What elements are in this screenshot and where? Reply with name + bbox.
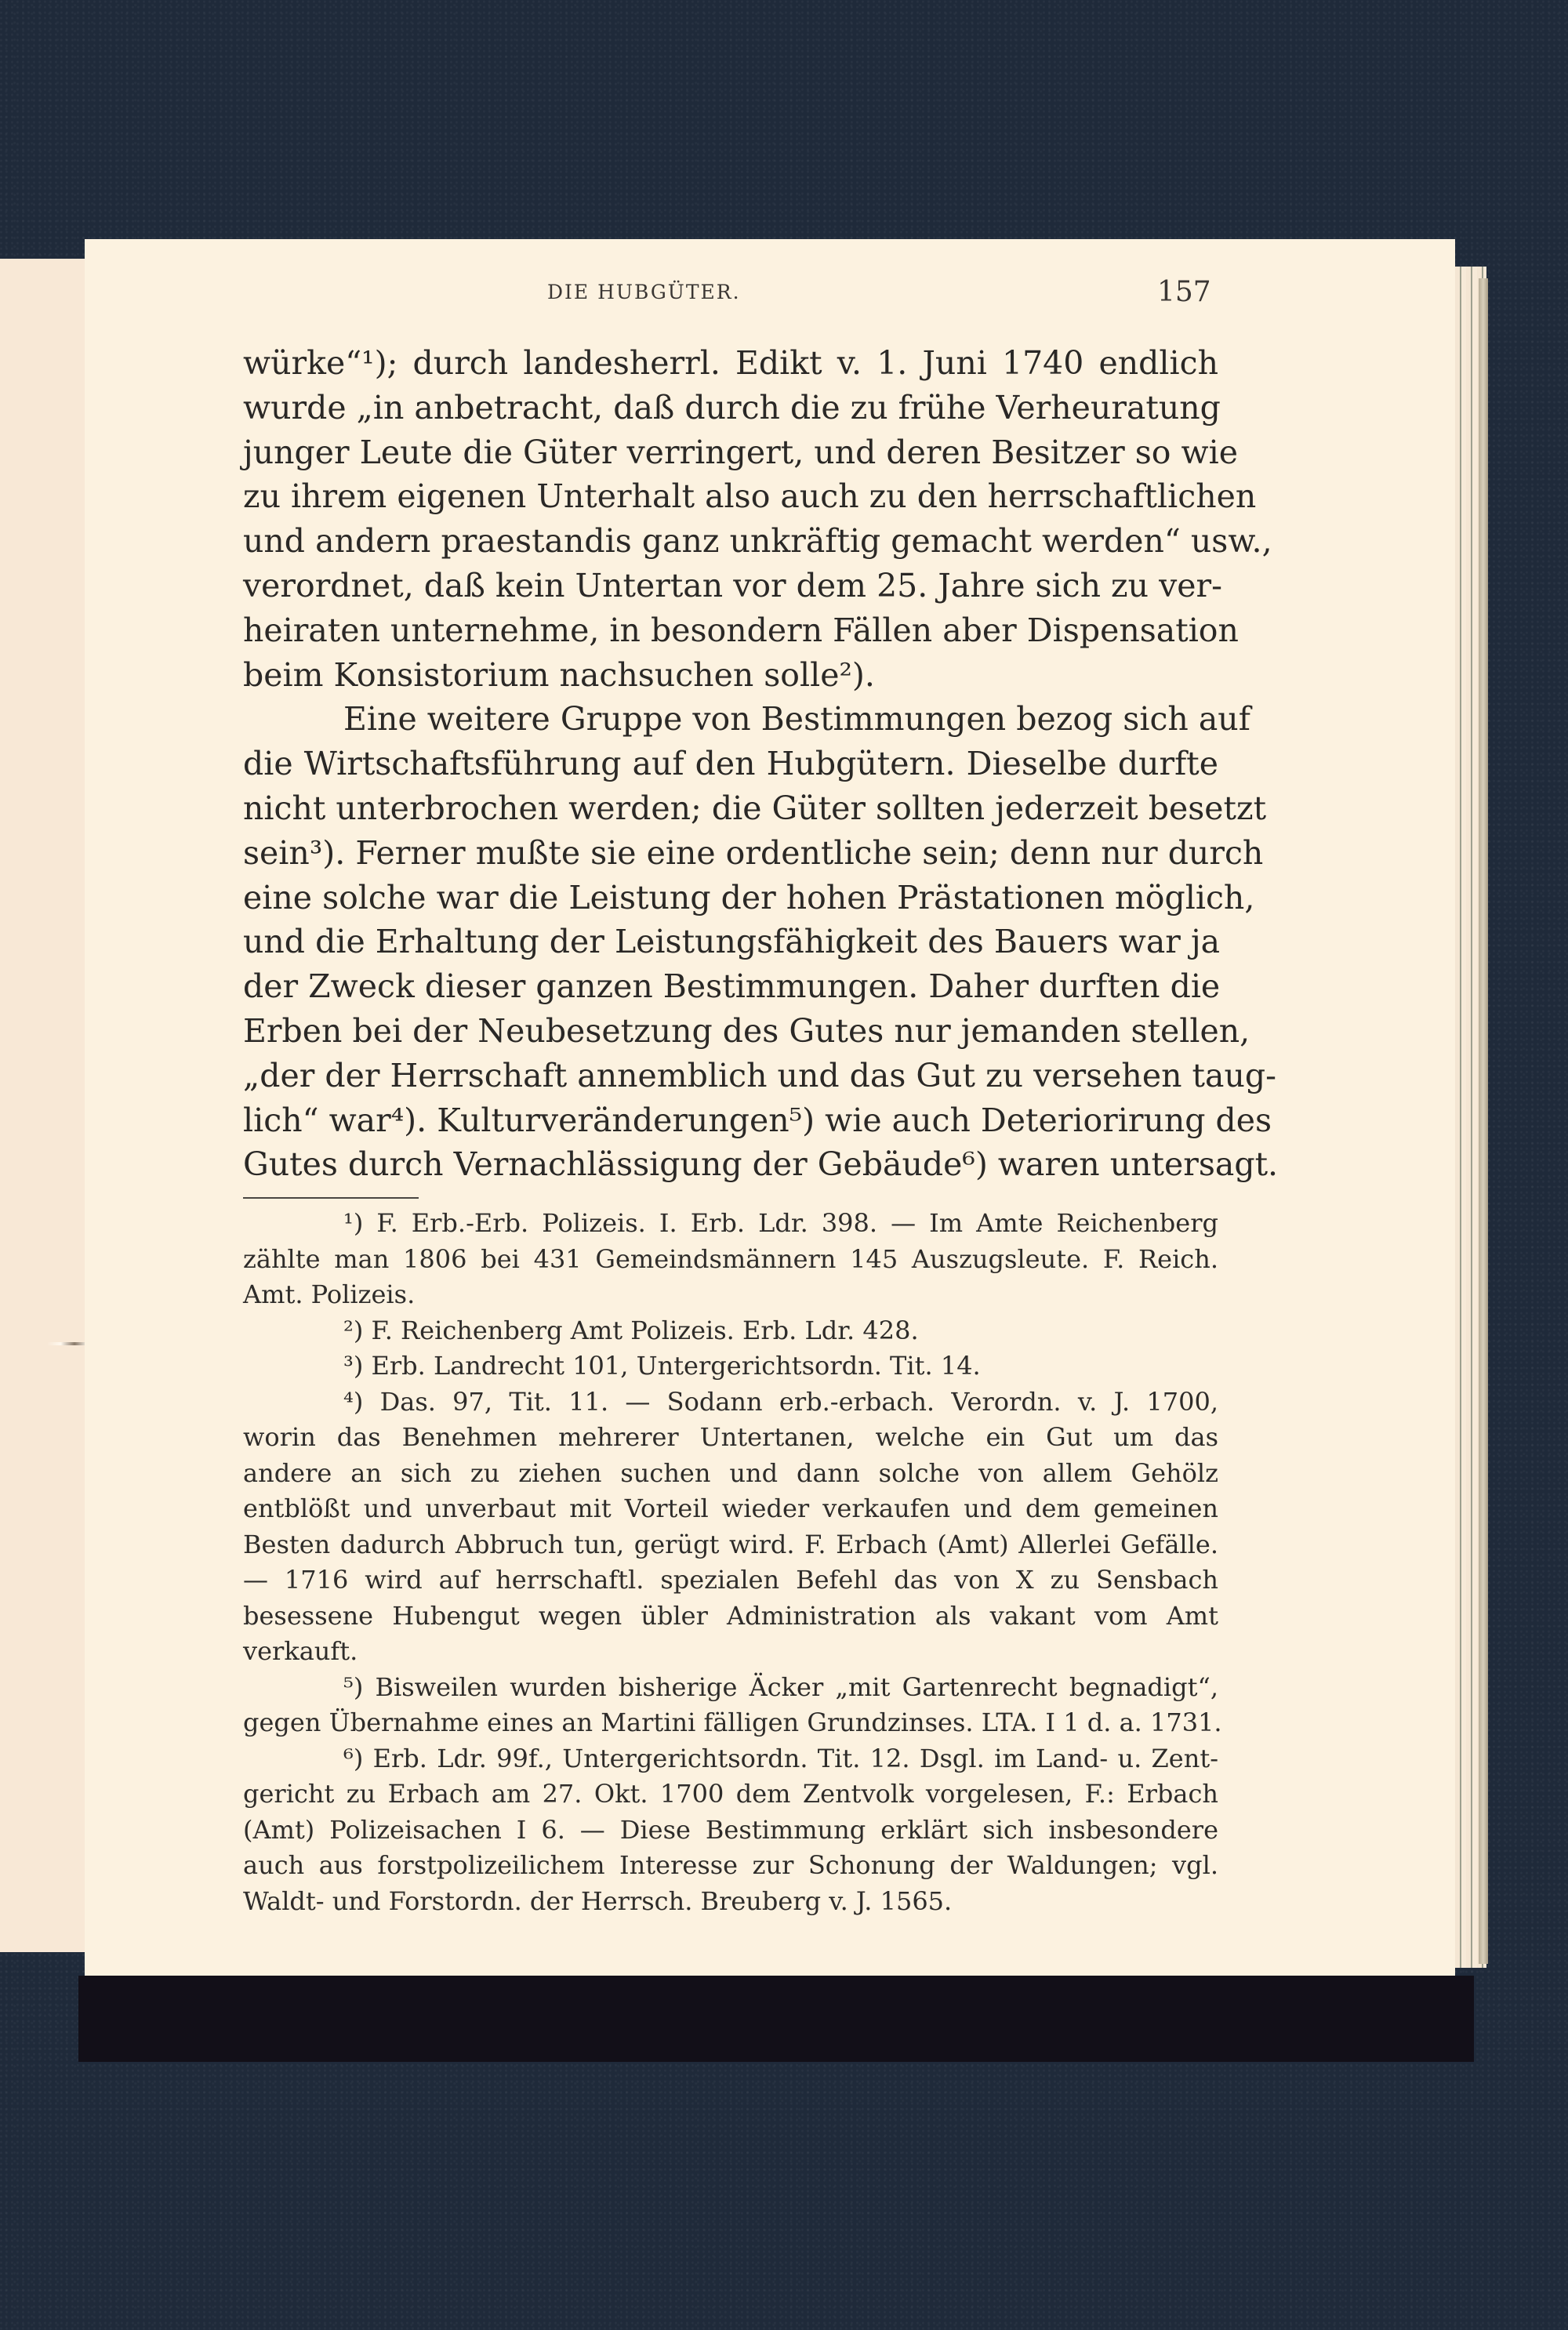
body-line: heiraten unternehme, in besondern Fällen aber Dispensation (243, 611, 1239, 649)
footnote-line: entblößt und unverbaut mit Vorteil wieder verkaufen und dem gemeinen (243, 1493, 1218, 1523)
footnote-line: Waldt- und Forstordn. der Herrsch. Breuberg v. J. 1565. (243, 1885, 953, 1916)
footnote-line: Besten dadurch Abbruch tun, gerügt wird. F. Erbach (Amt) Allerlei Gefälle. (243, 1529, 1218, 1559)
body-line: würke“¹); durch landesherrl. Edikt v. 1. Juni 1740 endlich (243, 344, 1218, 382)
body-line: und andern praestandis ganz unkräftig gemacht werden“ usw., (243, 522, 1272, 561)
running-head-title: DIE HUBGÜTER. (547, 281, 741, 303)
body-line: eine solche war die Leistung der hohen Prästationen möglich, (243, 878, 1255, 916)
book-fore-edge (1479, 278, 1488, 1964)
footnote-line: — 1716 wird auf herrschaftl. spezialen Befehl das von X zu Sensbach (243, 1565, 1218, 1595)
body-line: beim Konsistorium nachsuchen solle²). (243, 655, 875, 694)
body-line: sein³). Ferner mußte sie eine ordentliche sein; denn nur durch (243, 833, 1264, 872)
footnote-line: ²) F. Reichenberg Amt Polizeis. Erb. Ldr. 428. (343, 1315, 919, 1345)
footnote-line: Amt. Polizeis. (243, 1279, 416, 1309)
running-head (0, 276, 1568, 312)
page-shadow (78, 1976, 1474, 2062)
body-line: Erben bei der Neubesetzung des Gutes nur jemanden stellen, (243, 1011, 1250, 1050)
body-line: zu ihrem eigenen Unterhalt also auch zu den herrschaftlichen (243, 477, 1257, 516)
footnote-line: ⁴) Das. 97, Tit. 11. — Sodann erb.-erbach. Verordn. v. J. 1700, (343, 1386, 1218, 1417)
page-number: 157 (1157, 276, 1211, 308)
body-line: lich“ war⁴). Kulturveränderungen⁵) wie auch Deteriorirung des (243, 1101, 1272, 1139)
footnote-line: gegen Übernahme eines an Martini fälligen Grundzinses. LTA. I 1 d. a. 1731. (243, 1708, 1222, 1737)
body-line: nicht unterbrochen werden; die Güter sollten jederzeit besetzt (243, 789, 1267, 827)
body-line: junger Leute die Güter verringert, und deren Besitzer so wie (243, 433, 1238, 471)
body-line: die Wirtschaftsführung auf den Hubgütern. Dieselbe durfte (243, 745, 1218, 783)
footnote-line: auch aus forstpolizeilichem Interesse zur Schonung der Waldungen; vgl. (243, 1850, 1218, 1880)
footnote-separator (243, 1197, 419, 1199)
footnote-line: zählte man 1806 bei 431 Gemeindsmännern 145 Auszugsleute. F. Reich. (243, 1243, 1218, 1274)
footnote-line: andere an sich zu ziehen suchen und dann solche von allem Gehölz (243, 1457, 1218, 1488)
footnote-line: worin das Benehmen mehrerer Untertanen, welche ein Gut um das (243, 1422, 1218, 1452)
body-line: verordnet, daß kein Untertan vor dem 25. Jahre sich zu ver- (243, 566, 1222, 604)
footnote-line: (Amt) Polizeisachen I 6. — Diese Bestimmung erklärt sich insbesondere (243, 1814, 1218, 1845)
footnote-line: ⁶) Erb. Ldr. 99f., Untergerichtsordn. Tit. 12. Dsgl. im Land- u. Zent- (343, 1743, 1218, 1773)
footnote-line: gericht zu Erbach am 27. Okt. 1700 dem Zentvolk vorgelesen, F.: Erbach (243, 1779, 1218, 1809)
footnote-line: ³) Erb. Landrecht 101, Untergerichtsordn. Tit. 14. (343, 1351, 981, 1381)
body-line: der Zweck dieser ganzen Bestimmungen. Daher durften die (243, 967, 1221, 1006)
body-line: Eine weitere Gruppe von Bestimmungen bezog sich auf (343, 700, 1250, 739)
footnote-line: besessene Hubengut wegen übler Administration als vakant vom Amt (243, 1600, 1218, 1631)
body-line: wurde „in anbetracht, daß durch die zu frühe Verheuratung (243, 388, 1221, 426)
body-text (243, 341, 1279, 1187)
footnote-line: ⁵) Bisweilen wurden bisherige Äcker „mit Gartenrecht begnadigt“, (343, 1671, 1218, 1702)
body-line: und die Erhaltung der Leistungsfähigkeit des Bauers war ja (243, 923, 1221, 961)
body-line: „der der Herrschaft annemblich und das Gut zu versehen taug- (243, 1056, 1276, 1094)
footnote-line: verkauft. (243, 1636, 358, 1666)
footnote-line: ¹) F. Erb.-Erb. Polizeis. I. Erb. Ldr. 398. — Im Amte Reichenberg (343, 1208, 1218, 1238)
body-line: Gutes durch Vernachlässigung der Gebäude⁶) waren untersagt. (243, 1145, 1279, 1184)
footnotes (243, 1206, 1222, 1919)
facing-page-edge (0, 259, 86, 1952)
